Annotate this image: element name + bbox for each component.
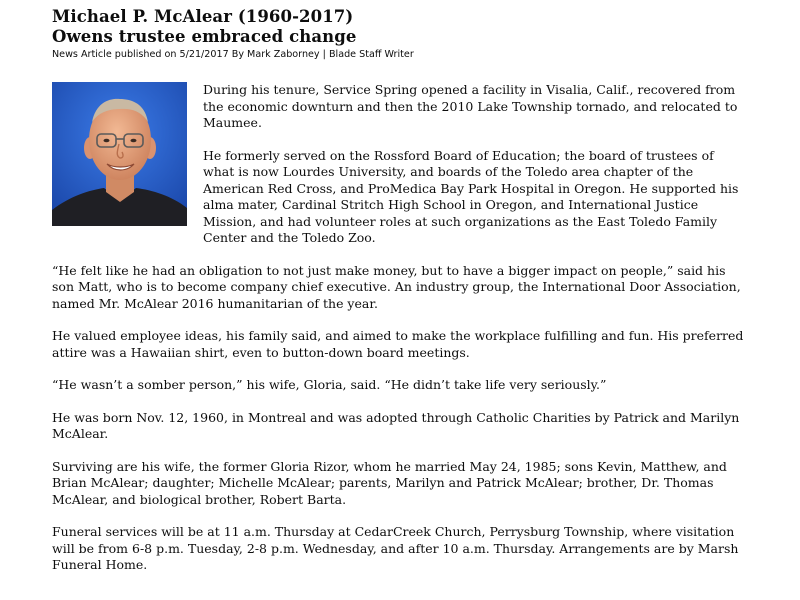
- article-subtitle: Owens trustee embraced change: [52, 27, 357, 46]
- byline: News Article published on 5/21/2017 By Mark Zaborney | Blade Staff Writer: [52, 49, 414, 60]
- article-paragraph: “He wasn’t a somber person,” his wife, Gloria, said. “He didn’t take life very seriously.”: [52, 377, 607, 392]
- article-paragraph: Funeral services will be at 11 a.m. Thursday at CedarCreek Church, Perrysburg Township, where visitation will be from 6-8 p.m. Tuesday, 2-8 p.m. Wednesday, and after 10 a.m. Thursday. Arrangements are by Marsh Funeral Home.: [52, 524, 739, 572]
- article-body: [52, 82, 744, 590]
- article-paragraph: He valued employee ideas, his family said, and aimed to make the workplace fulfilling and fun. His preferred attire was a Hawaiian shirt, even to button-down board meetings.: [52, 328, 744, 360]
- portrait-image: [52, 82, 187, 226]
- page-title: Michael P. McAlear (1960-2017): [52, 7, 354, 26]
- article-paragraph: He was born Nov. 12, 1960, in Montreal and was adopted through Catholic Charities by Patrick and Marilyn McAlear.: [52, 409, 740, 441]
- article-paragraph: He formerly served on the Rossford Board of Education; the board of trustees of what is now Lourdes University, and boards of the Toledo area chapter of the American Red Cross, and ProMedica Bay Park Hospital in Oregon. He supported his alma mater, Cardinal Stritch High School in Oregon, and International Justice Mission, and had volunteer roles at such organizations as the East Toledo Family Center and the Toledo Zoo.: [203, 147, 739, 245]
- portrait-photo: [52, 82, 187, 226]
- article-paragraph: “He felt like he had an obligation to not just make money, but to have a bigger impact on people,” said his son Matt, who is to become company chief executive. An industry group, the International Door Association, named Mr. McAlear 2016 humanitarian of the year.: [52, 262, 741, 311]
- article-header: [52, 7, 792, 61]
- article-paragraph: Surviving are his wife, the former Gloria Rizor, whom he married May 24, 1985; sons Kevin, Matthew, and Brian McAlear; daughter; Michelle McAlear; parents, Marilyn and Patrick McAlear; brother, Dr. Thomas McAlear, and biological brother, Robert Barta.: [52, 458, 727, 507]
- article-paragraph: During his tenure, Service Spring opened a facility in Visalia, Calif., recovered from the economic downturn and then the 2010 Lake Township tornado, and relocated to Maumee.: [203, 82, 738, 130]
